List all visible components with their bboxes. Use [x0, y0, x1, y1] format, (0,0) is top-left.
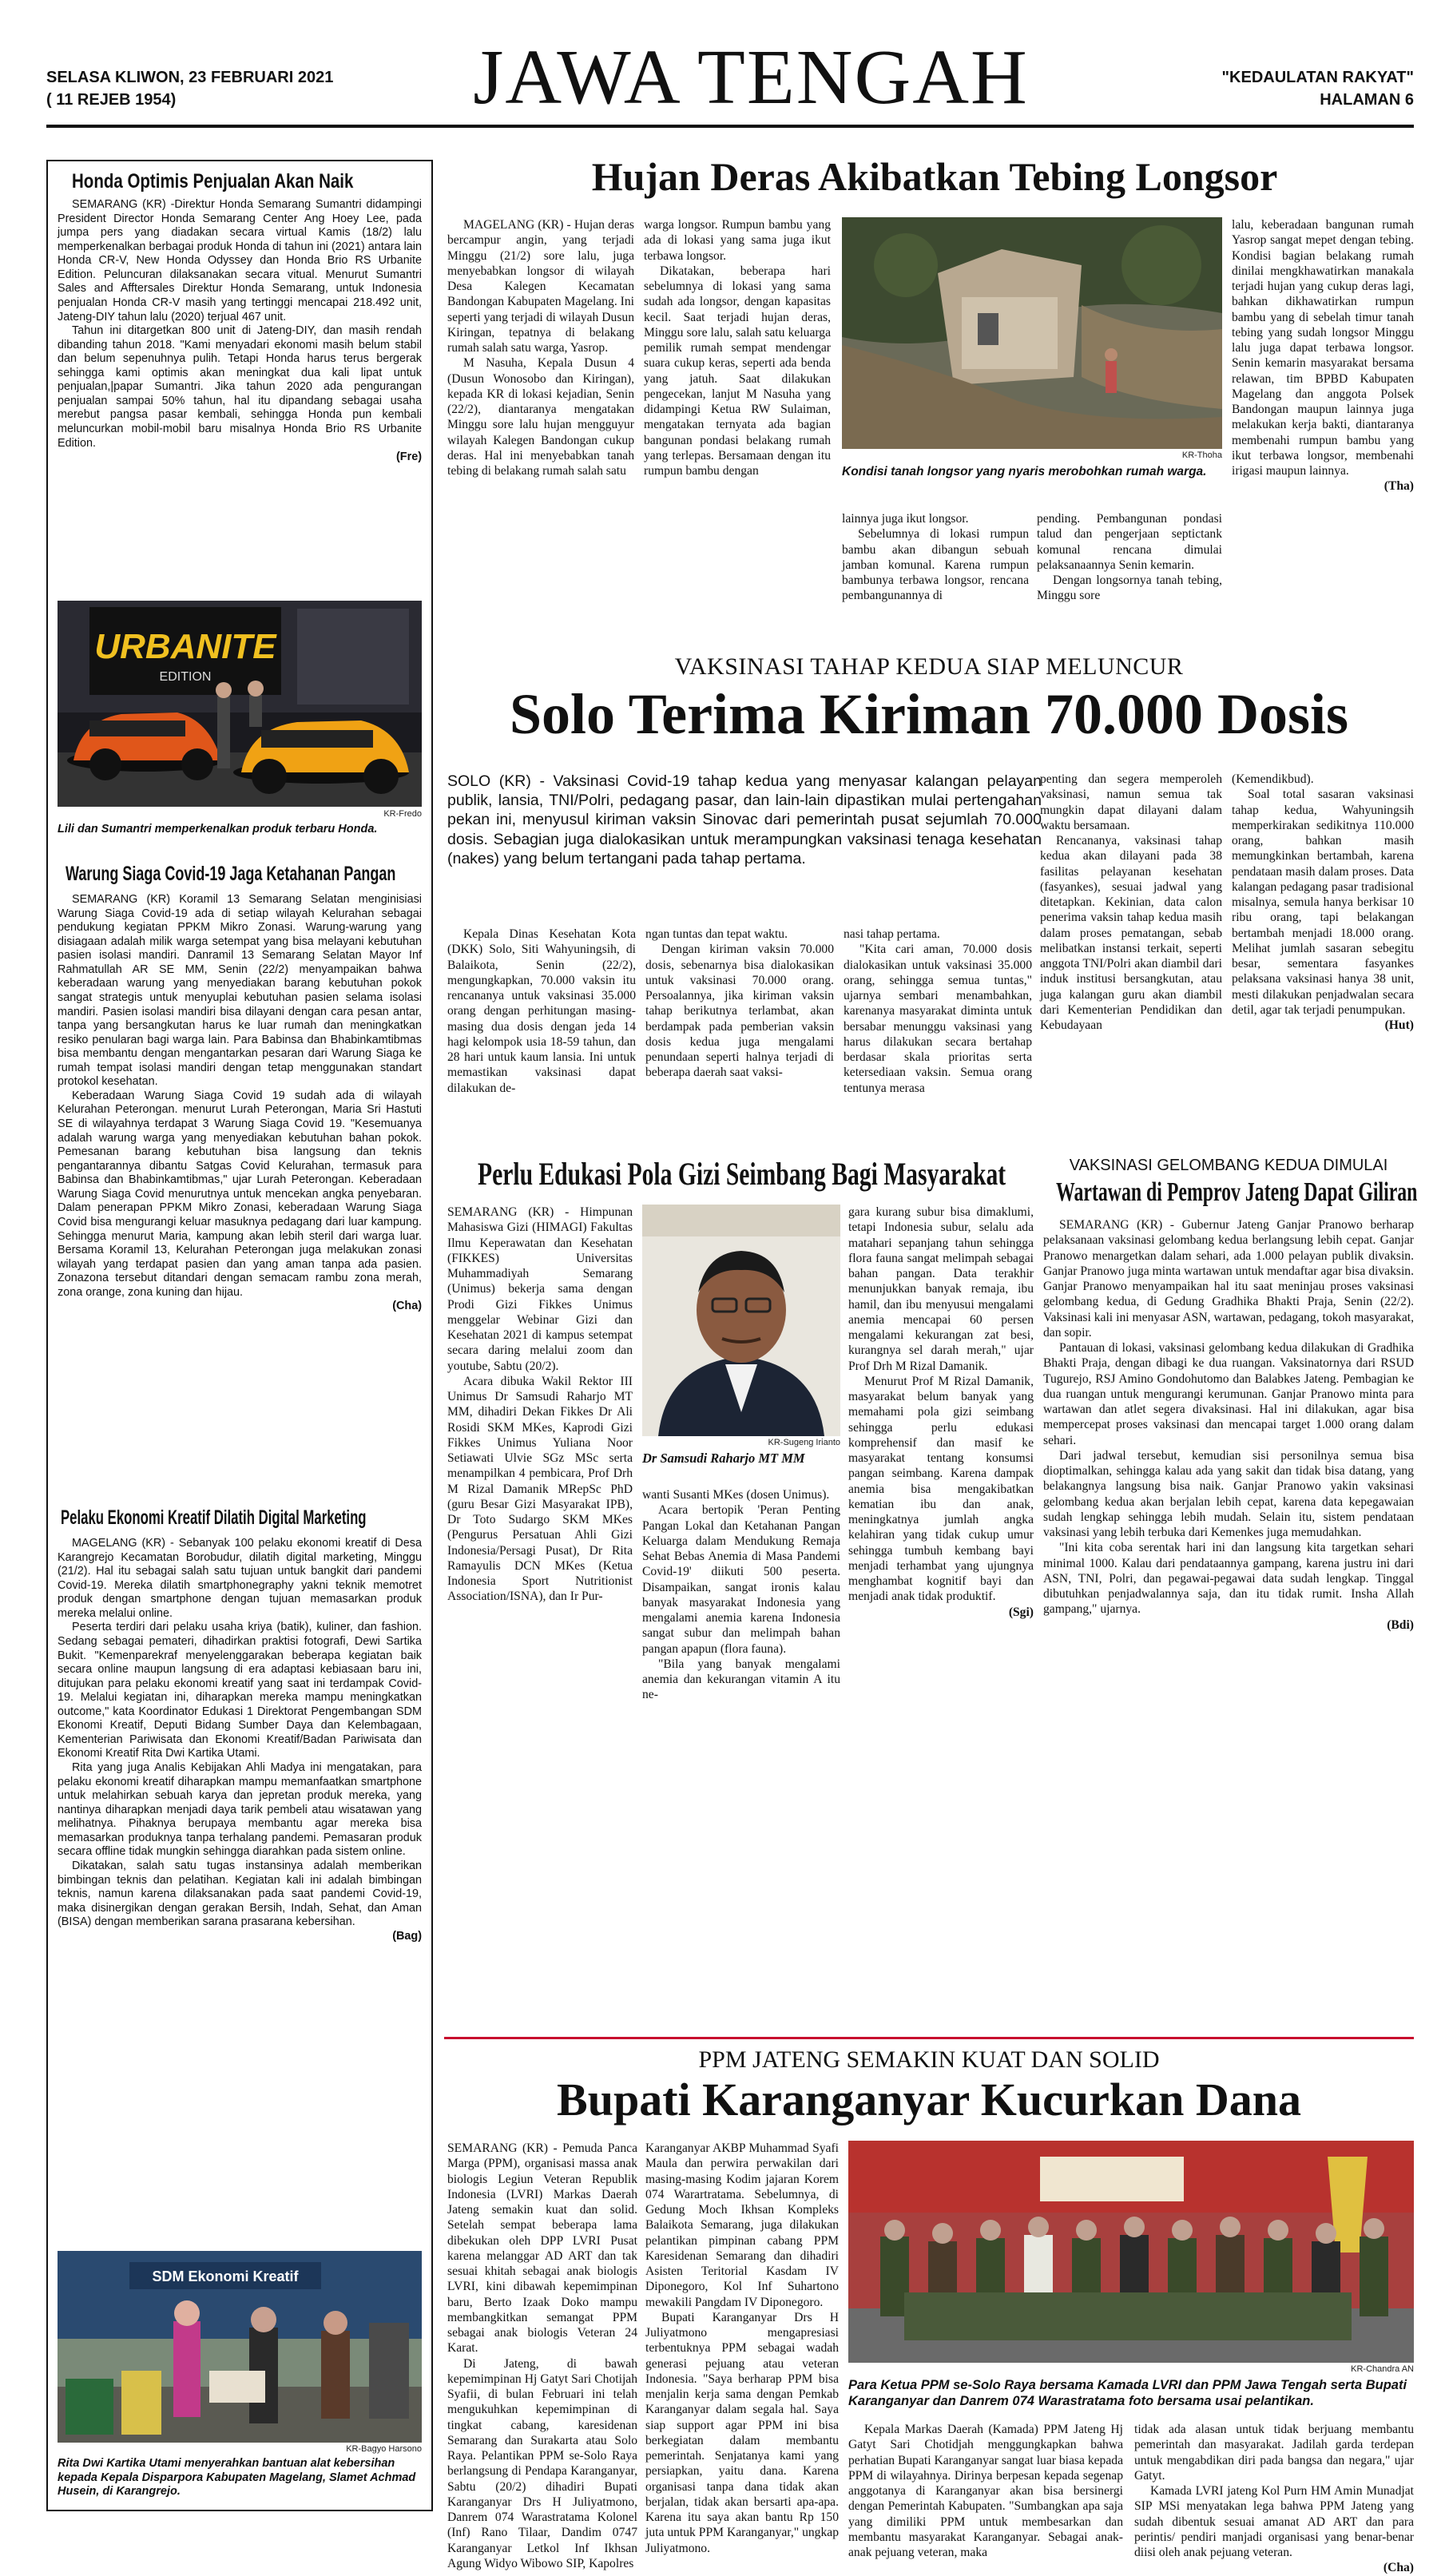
vaksin-sig: (Hut)	[1384, 1018, 1414, 1032]
gizi-col2: wanti Susanti MKes (dosen Unimus). Acara bertopik 'Peran Penting Pangan Lokal dan Ketahanan Pangan Keluarga dalam Mendukung Remaja Sehat Bebas Anemia di Masa Pandemi Covid-19' diikuti 500 peserta. Disampaikan, sangat ironis kalau banyak masyarakat Indonesia yang mengalami anemia karena Indonesia sangat subur dan melimpah bahan pangan apapun (flora fauna). "Bila yang banyak mengalami anemia dan kekurangan vitamin A itu ne-	[642, 1488, 840, 1702]
photo-banner: SDM Ekonomi Kreatif	[152, 2268, 299, 2284]
vaksin-col4: penting dan segera memperoleh vaksinasi, namun semua tak mungkin dapat dilayani dalam waktu bersamaan. Rencananya, vaksinasi tahap kedua akan dilayani pada 38 fasilitas pelayanan kesehatan (fasyankes), sesuai jadwal yang ditetapkan. Kekinian, data calon penerima vaksin tahap kedua masih dalam proses pematangan, sebab melibatkan instansi terkait, seperti anggota TNI/Polri akan diambil dari induk institusi bersangkutan, atau juga kalangan guru akan diambil dari Kementerian Pendidikan dan Kebudayaan	[1040, 772, 1222, 1032]
pelaku-title: Pelaku Ekonomi Kreatif Dilatih Digital Marketing	[61, 1506, 367, 1529]
pelaku-body: MAGELANG (KR) - Sebanyak 100 pelaku ekonomi kreatif di Desa Karangrejo Kecamatan Borobudur, dilatih digital marketing, Minggu (21/2). Hal itu sebagai salah satu tujuan untuk bangkit dari pandemi Covid-19. Mereka dilatih smartphonegraphy yakni teknik memotret produk dengan smartphone dengan tujuan memasarkan produk mereka melalui online. Peserta terdiri dari pelaku usaha kriya (batik), kuliner, dan fashion. Sedang sebagai pemateri, dihadirkan praktisi fotografi, Dewi Sartika Bukit. "Kemenparekraf menyelenggarakan beberapa kegiatan baik secara online maupun langsung di era adaptasi kebiasaan baru ini, ditujukan para pelaku ekonomi kreatif yang saat ini terdampak Covid-19. Melalui kegiatan ini, diharapkan mereka mampu meningkatkan outcome," kata Koordinator Edukasi 1 Direktorat Pengembangan SDM Ekonomi Kreatif, Deputi Bidang Sumber Daya dan Kelembagaan, Kementerian Pariwisata dan Ekonomi Kreatif/Badan Pariwisata dan Ekonomi Kreatif Rita Dwi Kartika Utami. Rita yang juga Analis Kebijakan Ahli Madya ini mengatakan, para pelaku ekonomi kreatif diharapkan mampu memanfaatkan smartphone untuk melahirkan sebuah karya dan jepretan produk mereka, yang nantinya diharapkan menjadi daya tarik pembeli atau wisatawan yang melihatnya. Pihaknya berupaya membantu agar mereka bisa memasarkan produknya tanpa terhalang pandemi. Pemasaran produk secara offline tidak mungkin sehingga diarahkan pada sistem online. Dikatakan, salah satu tugas instansinya adalah memberikan bimbingan teknis dan pelatihan. Kegiatan kali ini adalah bimbingan teknis, namun karena dilaksanakan pada saat pandemi Covid-19, maka disinergikan dengan gerakan Bersih, Indah, Sehat, dan Aman (BISA) dengan memberikan sarana prasarana kebersihan. (Bag)	[58, 1537, 422, 1943]
section-title: JAWA TENGAH	[473, 34, 1029, 121]
honda-caption: Lili dan Sumantri memperkenalkan produk terbaru Honda.	[58, 823, 378, 836]
svg-text:EDITION: EDITION	[159, 670, 212, 684]
vaksin-col3: nasi tahap pertama. "Kita cari aman, 70.000 dosis dialokasikan untuk vaksinasi 35.000 orang, sehingga semua tuntas," ujarnya sembari menambahkan, karenanya masyarakat diminta untuk bersabar menunggu vaksinasi yang harus dilakukan secara bertahap berdasar skala prioritas serta ketersediaan vaksin. Semua orang tentunya merasa	[844, 927, 1032, 1095]
section-divider	[444, 2037, 1414, 2039]
ppm-photo	[848, 2141, 1414, 2363]
wartawan-title: Wartawan di Pemprov Jateng Dapat Giliran	[1056, 1177, 1418, 1207]
ppm-kicker: PPM JATENG SEMAKIN KUAT DAN SOLID	[698, 2046, 1160, 2073]
urbanite-sign: URBANITE	[94, 627, 276, 666]
hujan-col2: warga longsor. Rumpun bambu yang ada di lokasi yang sama juga ikut terbawa longsor. Dikatakan, beberapa hari sebelumnya di lokasi yang sama sudah ada longsor, dengan kapasitas kecil. Saat terjadi hujan deras, Minggu sore lalu, salah satu keluarga pemilik rumah sempat mendengar suara cukup keras, seperti ada benda yang jatuh. Saat dilakukan pengecekan, lanjut M Nasuha yang didampingi Ketua RW Sulaiman, mengatakan ternyata ada bagian bangunan pondasi belakang rumah yang terlepas. Bersamaan dengan itu rumpun bambu dengan	[644, 218, 831, 478]
pelaku-credit: KR-Bagyo Harsono	[346, 2444, 422, 2454]
honda-title: Honda Optimis Penjualan Akan Naik	[72, 170, 354, 193]
warung-body: SEMARANG (KR) Koramil 13 Semarang Selatan menginisiasi Warung Siaga Covid-19 ada di setiap wilayah Kelurahan sebagai pendukung kegiatan PPKM Mikro Zonasi. Warung-warung yang disiagaan adalah milik warga setempat yang bisa melayani kebutuhan pasien isolasi mandiri. Danramil 13 Semarang Selatan Mayor Inf Rahmatullah AR SE MM, Senin (22/2) menyampaikan bahwa keberadaan warung yang menyediakan barang kebutuhan pokok sangat strategis untuk menyuplai kebutuhan pasien selama isolasi mandiri. Pasien isolasi mandiri bisa dilayani dengan cara pesan antar, tanpa yang bersangkutan harus ke luar rumah dan meningkatkan resiko penularan bagi warga lain. Para Babinsa dan Bhabinkamtibmas bisa membantu dengan mengantarkan pesaran dari Warung Siaga ke rumah tempat isolasi mandiri dengan tetap menggunakan standart protokol kesehatan. Keberadaan Warung Siaga Covid 19 sudah ada di wilayah Kelurahan Peterongan. menurut Lurah Peterongan, Maria Sri Hastuti SE di wilayahnya terdapat 3 Warung Siaga Covid 19. "Kesemuanya adalah warung warga yang menyediakan kebutuhan bahan pokok. Pemesanan barang kebutuhan bisa langsung dan teknis pengantarannya dibantu Satgas Covid Kelurahan, termasuk para Babinsa dan Bhabinkamtibmas," ujar Lurah Peterongan. Keberadaan Warung Siaga Covid menurutnya untuk mencekan angka penyebaran. Dalam penerapan PPKM Mikro Zonasi, keberadaan Warung Siaga Covid bisa mengurangi keluar masuknya pedagang dari luar kampung. Sehingga menurut Maria, kampung akan lebih steril dari warga luar. Bersama Koramil 13, Kelurahan Peterongan juga melakukan zonasi wilayah yang terdapat pasien dan yang aman tanpa ada pasien. Zonazona tersebut ditandari dengan semacam rambu zona merah, zona orange, zona kuning dan hijau. (Cha)	[58, 893, 422, 1313]
ppm-sig: (Cha)	[1383, 2561, 1414, 2575]
pelaku-caption: Rita Dwi Kartika Utami menyerahkan bantuan alat kebersihan kepada Kepala Disparpora Kabupaten Magelang, Slamet Achmad Husein, di Karangrejo.	[58, 2457, 416, 2499]
honda-body: SEMARANG (KR) -Direktur Honda Semarang Sumantri didampingi President Director Honda Semarang Center Ang Hoey Lee, pada jumpa pers yang diadakan secara virtual Kamis (18/2) lalu memperkenalkan berbagai produk Honda di tahun ini (2021) antara lain Honda CR-V, New Honda Odyssey dan Honda Brio RS Urbanite Edition. Peluncuran dilaksanakan secara vitual. Menurut Sumantri Sales and Afftersales Direktur Honda Semarang, untuk Indonesia penjualan Honda CR-V masih yang tertinggi mencapai 218.492 unit, Jateng-DIY tahun lalu (2020) terjual 467 unit. Tahun ini ditargetkan 800 unit di Jateng-DIY, dan masih rendah dibanding tahun 2018. "Kami menyadari ekonomi masih belum stabil dan belum sepenuhnya pulih. Tetapi Honda harus terus bergerak sehingga kami optimis akan meningkat dua kali lipat untuk penjualan,|papar Sumantri. Jika tahun 2020 ada pengurangan penjualan sampai 50% tahun, hal itu dipandang sebagai usaha merebut pangsa pasar kembali, sehingga Honda pun kembali meluncurkan mobil-mobil baru misalnya Honda Brio RS Urbanite Edition. (Fre)	[58, 198, 422, 464]
wartawan-kicker: VAKSINASI GELOMBANG KEDUA DIMULAI	[1069, 1157, 1388, 1174]
landslide-photo	[842, 217, 1222, 449]
vaksin-title: Solo Terima Kiriman 70.000 Dosis	[509, 682, 1349, 746]
gizi-sig: (Sgi)	[1008, 1605, 1034, 1619]
ppm-col2: Karanganyar AKBP Muhammad Syafi Maula dan perwira perwakilan dari masing-masing Kodim jajaran Korem 074 Warartratama. Sebelumnya, di Gedung Moch Ikhsan Kompleks Balaikota Semarang, juga dilakukan pelantikan pimpinan cabang PPM Karesidenan Semarang dan dihadiri Asisten Teritorial Kasdam IV Diponegoro, Kol Inf Suhartono mewakili Pangdam IV Diponegoro. Bupati Karanganyar Drs H Juliyatmono mengapresiasi terbentuknya PPM sebagai wadah generasi pejuang atau veteran Indonesia. "Saya berharap PPM bisa menjalin kerja sama dengan Pemkab Karanganyar dalam segala hal. Saya siap support agar PPM ini bisa berkegiatan dalam membantu pemerintah. Senjatanya kami yang persiapkan, yaitu dana. Karena organisasi tanpa dana tidak akan berjalan, tidak akan bersarti apa-apa. Karena itu saya akan bantu Rp 150 juta untuk PPM Karanganyar," ungkap Juliyatmono.	[645, 2141, 839, 2555]
ppm-caption: Para Ketua PPM se-Solo Raya bersama Kamada LVRI dan PPM Jawa Tengah serta Bupati Karanganyar dan Danrem 074 Warastratama foto bersama usai pelantikan.	[848, 2378, 1407, 2409]
vaksin-kicker: VAKSINASI TAHAP KEDUA SIAP MELUNCUR	[674, 653, 1184, 680]
hujan-sig: (Tha)	[1383, 479, 1414, 494]
ppm-col3: Kepala Markas Daerah (Kamada) PPM Jateng Hj Gatyt Sari Chotidjah menggungkapkan bahwa perhatian Bupati Karanganyar sangat luar biasa kepada PPM di wilayahnya. Dirinya berpesan kepada segenap anggotanya di Karanganyar akan bisa bersinergi dengan Pemerintah Kabupaten. "Sumbangkan apa saja yang dimiliki PPM untuk membesarkan dan membantu masyarakat Karanganyar. Sebagai anak-anak pejuang veteran, maka	[848, 2423, 1123, 2559]
vaksin-col1: Kepala Dinas Kesehatan Kota (DKK) Solo, Siti Wahyuningsih, di Balaikota, Senin (22/2), mengungkapkan, 70.000 vaksin itu rencananya untuk vaksinasi 35.000 orang dengan perhitungan masing-masing dua dosis dengan jeda 14 hagi kelompok usia 18-59 tahun, dan 28 hari untuk kaum lansia. Ini untuk memastikan vaksinasi dapat dilakukan de-	[447, 927, 636, 1095]
gizi-col3: gara kurang subur bisa dimaklumi, tetapi Indonesia subur, selalu ada matahari sepanjang tahun sehingga flora fauna sangat melimpah sebagai bahan pangan. Data terakhir menunjukkan banyak remaja, ibu hamil, dan ibu menyusui mengalami anemia mencapai 60 persen mengalami kekurangan zat besi, kurangnya sel darah merah," ujar Prof Drh M Rizal Damanik. Menurut Prof M Rizal Damanik, masyarakat belum banyak yang memahami pola gizi seimbang sehingga perlu edukasi komprehensif dan masif ke masyarakat tentang konsumsi pangan seimbang. Karena dampak anemia bisa mengakibatkan kematian ibu dan anak, meningkatnya jumlah angka kelahiran yang tidak cukup umur sehingga tumbuh kembang bayi menjadi terhambat yang ujungnya menghambat kognitif bayi dan menjadi anak tidak produktif. (Sgi)	[848, 1205, 1034, 1619]
hujan-col1: MAGELANG (KR) - Hujan deras bercampur angin, yang terjadi Minggu (21/2) sore lalu, juga menyebabkan longsor di wilayah Desa Kalegen Kecamatan Bandongan Kabupaten Magelang. Ini seperti yang terjadi di wilayah Dusun Kiringan, tepatnya di belakang rumah salah satu warga, Yasrop. M Nasuha, Kepala Dusun 4 (Dusun Wonosobo dan Kiringan), kepada KR di lokasi kejadian, Senin (22/2), diantaranya mengatakan Minggu sore lalu hujan mengguyur wilayah Kalegen Bandongan cukup deras. Hal ini menyebabkan tanah tebing di belakang rumah salah satu	[447, 218, 634, 478]
ppm-col4: tidak ada alasan untuk tidak berjuang membantu pemerintah dan masyarakat. Jadilah garda terdepan untuk mengabdikan diri pada bangsa dan negara," ujar Gatyt. Kamada LVRI jateng Kol Purn HM Amin Munadjat SIP MSi menyatakan lega bahwa PPM Jateng yang sudah dibentuk sesuai amanat AD ART dan para perintis/ pendiri manjadi organisasi yang benar-benar diisi oleh anak pejuang veteran. (Cha)	[1134, 2423, 1414, 2575]
honda-credit: KR-Fredo	[383, 809, 422, 819]
vaksin-col2: ngan tuntas dan tepat waktu. Dengan kiriman vaksin 70.000 dosis, sebenarnya bisa dialokasikan untuk vaksinasi 70.000 orang. Persoalannya, jika kiriman vaksin tahap berikutnya terlambat, akan berdampak pada pemberian vaksin dosis kedua juga mengalami penundaan seperti halnya terjadi di beberapa daerah saat vaksi-	[645, 927, 834, 1080]
wartawan-sig: (Bdi)	[1387, 1617, 1414, 1632]
pelaku-photo	[58, 2251, 422, 2443]
header-date: SELASA KLIWON, 23 FEBRUARI 2021	[46, 69, 334, 86]
gizi-credit: KR-Sugeng Irianto	[768, 1438, 840, 1447]
wartawan-body: SEMARANG (KR) - Gubernur Jateng Ganjar Pranowo berharap pelaksanaan vaksinasi gelombang kedua berlangsung lebih cepat. Ganjar Pranowo menargetkan dalam sehari, ada 1.000 pelayan publik divaksin. Ganjar Pranowo juga minta wartawan untuk mendaftar agar bisa divaksin. Ganjar Pranowo menyampaikan hal itu saat meninjau proses vaksinasi gelombang kedua, di Gedung Gradhika Bhakti Praja, Senin (22/2). Vaksinasi kali ini menyasar ASN, wartawan, pedagang, tokoh masyarakat, dan sopir. Pantauan di lokasi, vaksinasi gelombang kedua dilakukan di Gradhika Bhakti Praja, dengan dibagi ke dua ruangan. Vaksinatornya dari RSUD Tugurejo, RSJ Amino Gondohutomo dan Balabkes Jateng. Pembagian ke dua ruangan untuk mengurangi kerumunan. Ganjar Pranowo minta para wartawan dan atlet segera divaksinasi. Hal ini dilakukan, agar bisa mempercepat proses vaksinasi dan mencapai target 1.000 orang dalam sehari. Dari jadwal tersebut, kemudian sisi personilnya semua bisa dioptimalkan, sehingga kalau ada yang sakit dan tidak bisa datang, yang belakangnya langsung bisa naik. Ganjar Pranowo yakin vaksinasi gelombang kedua akan berjalan lebih cepat, karena data kepegawaian sudah lengkap sehingga lebih mudah. Selain itu, sistem pendataan vaksinasi yang lebih terbuka dari Kemenkes juga memudahkan. "Ini kita coba serentak hari ini dan langsung kita targetkan sehari minimal 1000. Kalau dari pendataannya gampang, karena justru ini dari ASN, TNI, Polri, dan pegawai-pegawai data sudah lengkap. Tinggal dibutuhkan penjadwalannya saja, dan itu tidak rumit. Insha Allah gampang," ujarnya. (Bdi)	[1043, 1218, 1414, 1632]
pelaku-sig: (Bag)	[392, 1929, 422, 1943]
vaksin-col5: (Kemendikbud). Soal total sasaran vaksinasi tahap kedua, Wahyuningsih memperkirakan sedikitnya 110.000 orang, bahkan masih memungkinkan bertambah, karena pendataan masih dalam proses. Data kalangan pedagang pasar tradisional misalnya, semula hanya berkisar 10 ribu orang, tapi belakangan bertambah menjadi 18.000 orang. Melihat jumlah sasaran sebegitu besar, sementara fasyankes pelaksana vaksinasi hanya 38 unit, mesti dilakukan penjadwalan secara detil, agar tak terjadi penumpukan. (Hut)	[1232, 772, 1414, 1032]
gizi-caption: Dr Samsudi Raharjo MT MM	[642, 1451, 805, 1466]
honda-photo	[58, 601, 422, 807]
header-hijri: ( 11 REJEB 1954)	[46, 91, 177, 109]
hujan-col5: lalu, keberadaan bangunan rumah Yasrop sangat mepet dengan tebing. Kondisi bagian belakang rumah dinilai mengkhawatirkan manakala terjadi hujan yang cukup deras lagi, bahkan dikhawatirkan rumpun bambu yang di sebelah timur tanah tebing yang sudah longsor Minggu lalu juga dapat terbawa longsor. Senin kemarin masyarakat bersama relawan, tim BPBD Kabupaten Magelang dan anggota Polsek Bandongan maupun lainnya juga melakukan kerja bakti, diantaranya membenahi rumpun bambu yang ikut terbawa longsor, membenahi irigasi maupun lainnya. (Tha)	[1232, 218, 1414, 494]
hujan-col4: pending. Pembangunan pondasi talud dan pengerjaan septictank komunal rencana dimulai pelaksanaannya Senin kemarin. Dengan longsornya tanah tebing, Minggu sore	[1037, 512, 1222, 603]
warung-title: Warung Siaga Covid-19 Jaga Ketahanan Pangan	[66, 863, 396, 885]
gizi-photo	[642, 1205, 840, 1436]
ppm-title: Bupati Karanganyar Kucurkan Dana	[557, 2074, 1301, 2125]
hujan-col3: lainnya juga ikut longsor. Sebelumnya di lokasi rumpun bambu akan dibangun sebuah jamban komunal. Karena rumpun bambunya terbawa longsor, rencana pembangunannya di	[842, 512, 1029, 603]
header-rule	[46, 125, 1414, 128]
vaksin-lead: SOLO (KR) - Vaksinasi Covid-19 tahap kedua yang menyasar kalangan pelayan publik, lansia, TNI/Polri, pedagang pasar, dan lain-lain dipastikan mulai pertengahan pekan ini, menyusul kiriman vaksin Sinovac dari pemerintah pusat sejumlah 70.000 dosis. Sebagian juga dialokasikan untuk merampungkan vaksinasi tenaga kesehatan (nakes) yang belum tertangani pada tahap pertama.	[447, 772, 1042, 867]
hujan-title: Hujan Deras Akibatkan Tebing Longsor	[591, 154, 1278, 199]
header-page: HALAMAN 6	[1320, 91, 1414, 109]
warung-sig: (Cha)	[392, 1300, 422, 1313]
gizi-title: Perlu Edukasi Pola Gizi Seimbang Bagi Masyarakat	[478, 1156, 1006, 1192]
landslide-caption: Kondisi tanah longsor yang nyaris merobohkan rumah warga.	[842, 465, 1207, 478]
header-motto: "KEDAULATAN RAKYAT"	[1221, 69, 1414, 86]
ppm-credit: KR-Chandra AN	[1351, 2364, 1414, 2374]
ppm-col1: SEMARANG (KR) - Pemuda Panca Marga (PPM), organisasi massa anak biologis Legiun Veteran Republik Indonesia (LVRI) Markas Daerah Jateng semakin kuat dan solid. Setelah sempat beberapa lama dibekukan oleh DPP LVRI Pusat karena melanggar AD ART dan tak sesuai khitah sebagai anak biologis LVRI, kini dibawah kepemimpinan baru, Berto Izaak Doko mampu membangkitkan semangat PPM sebagai anak biologis Veteran 24 Karat. Di Jateng, di bawah kepemimpinan Hj Gatyt Sari Chotijah Syafii, di bulan Februari ini telah mengukuhkan kepemimpinan di tingkat cabang, karesidenan Semarang dan Surakarta atau Solo Raya. Pelantikan PPM se-Solo Raya berlangsung di Pendapa Karanganyar, Sabtu (20/2) dihadiri Bupati Karanganyar Drs H Juliyatmono, Danrem 074 Warastratama Kolonel (Inf) Rano Tilaar, Dandim 0747 Karanganyar Letkol Inf Ikhsan Agung Widyo Wibowo SIP, Kapolres	[447, 2141, 637, 2570]
landslide-credit: KR-Thoha	[1181, 451, 1222, 460]
gizi-col1: SEMARANG (KR) - Himpunan Mahasiswa Gizi (HIMAGI) Fakultas Ilmu Keperawatan dan Kesehatan (FIKKES) Universitas Muhammadiyah Semarang (Unimus) bekerja sama dengan Prodi Gizi Fikkes Unimus menggelar Webinar Gizi dan Kesehatan 2021 di kampus setempat secara daring melalui zoom dan youtube, Sabtu (20/2). Acara dibuka Wakil Rektor III Unimus Dr Samsudi Raharjo MT MM, dihadiri Dekan Fikkes Dr Ali Rosidi SKM MKes, Kaprodi Gizi Fikkes Unimus Yuliana Noor Setiawati Ulvie SGz MSc serta menampilkan 4 pembicara, Prof Drh M Rizal Damanik MRepSc PhD (guru Besar Gizi Masyarakat IPB), Dr Toto Sudargo SKM MKes (Pengurus Persatuan Ahli Gizi Indonesia/Persagi Pusat), Dr Rita Ramayulis DCN MKes (Ketua Indonesia Sport Nutritionist Association/ISNA), dan Ir Pur-	[447, 1205, 633, 1604]
honda-sig: (Fre)	[396, 451, 422, 464]
